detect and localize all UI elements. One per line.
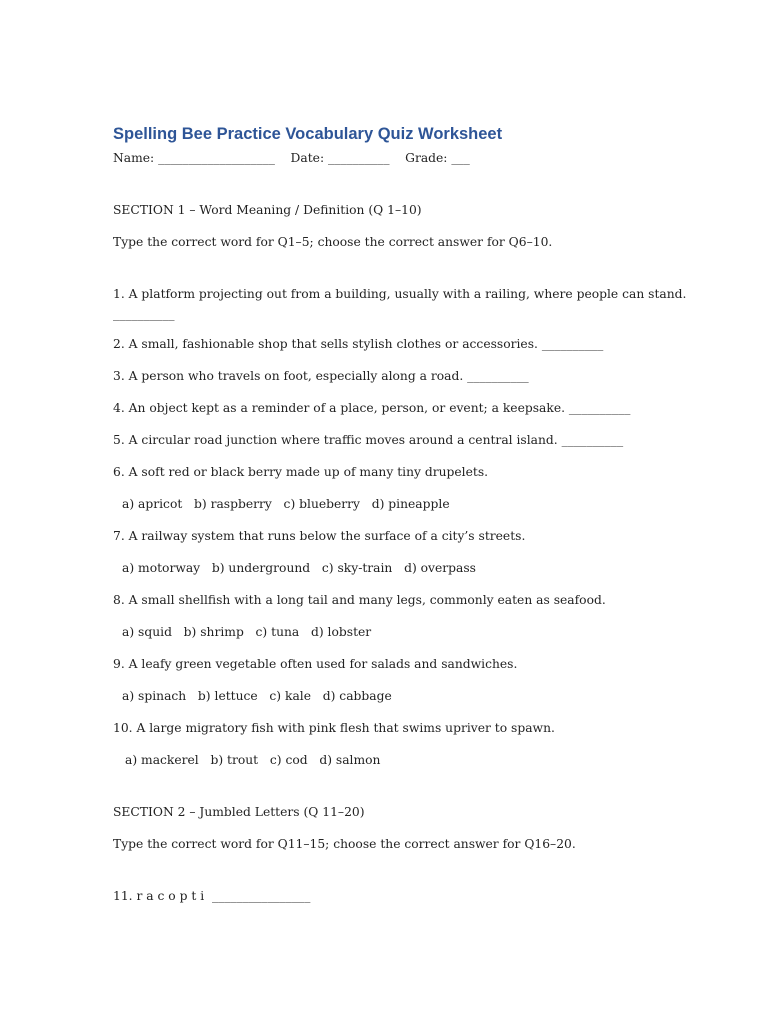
question-7: 7. A railway system that runs below the surface of a city’s streets. — [113, 529, 526, 543]
question-2: 2. A small, fashionable shop that sells stylish clothes or accessories. __________ — [113, 337, 604, 351]
question-1-blank[interactable]: __________ — [113, 307, 175, 321]
question-1: 1. A platform projecting out from a building, usually with a railing, where people can stand. — [113, 287, 687, 301]
question-7-options[interactable]: a) motorway b) underground c) sky-train d) overpass — [122, 561, 476, 575]
section1-heading: SECTION 1 – Word Meaning / Definition (Q 1–10) — [113, 203, 422, 217]
question-6-options[interactable]: a) apricot b) raspberry c) blueberry d) pineapple — [122, 497, 450, 511]
question-4: 4. An object kept as a reminder of a place, person, or event; a keepsake. __________ — [113, 401, 631, 415]
question-10-options[interactable]: a) mackerel b) trout c) cod d) salmon — [125, 753, 381, 767]
section1-instruction: Type the correct word for Q1–5; choose the correct answer for Q6–10. — [113, 235, 553, 249]
student-info-line: Name: ___________________ Date: __________ Grade: ___ — [113, 151, 470, 165]
question-9-options[interactable]: a) spinach b) lettuce c) kale d) cabbage — [122, 689, 392, 703]
question-8-options[interactable]: a) squid b) shrimp c) tuna d) lobster — [122, 625, 372, 639]
section2-heading: SECTION 2 – Jumbled Letters (Q 11–20) — [113, 805, 365, 819]
question-9: 9. A leafy green vegetable often used for salads and sandwiches. — [113, 657, 518, 671]
question-6: 6. A soft red or black berry made up of many tiny drupelets. — [113, 465, 489, 479]
section2-instruction: Type the correct word for Q11–15; choose the correct answer for Q16–20. — [113, 837, 576, 851]
question-3: 3. A person who travels on foot, especially along a road. __________ — [113, 369, 529, 383]
question-10: 10. A large migratory fish with pink flesh that swims upriver to spawn. — [113, 721, 555, 735]
question-11: 11. r a c o p t i ________________ — [113, 889, 311, 903]
worksheet-title: Spelling Bee Practice Vocabulary Quiz Worksheet — [113, 125, 503, 143]
question-5: 5. A circular road junction where traffic moves around a central island. __________ — [113, 433, 624, 447]
question-8: 8. A small shellfish with a long tail and many legs, commonly eaten as seafood. — [113, 593, 606, 607]
